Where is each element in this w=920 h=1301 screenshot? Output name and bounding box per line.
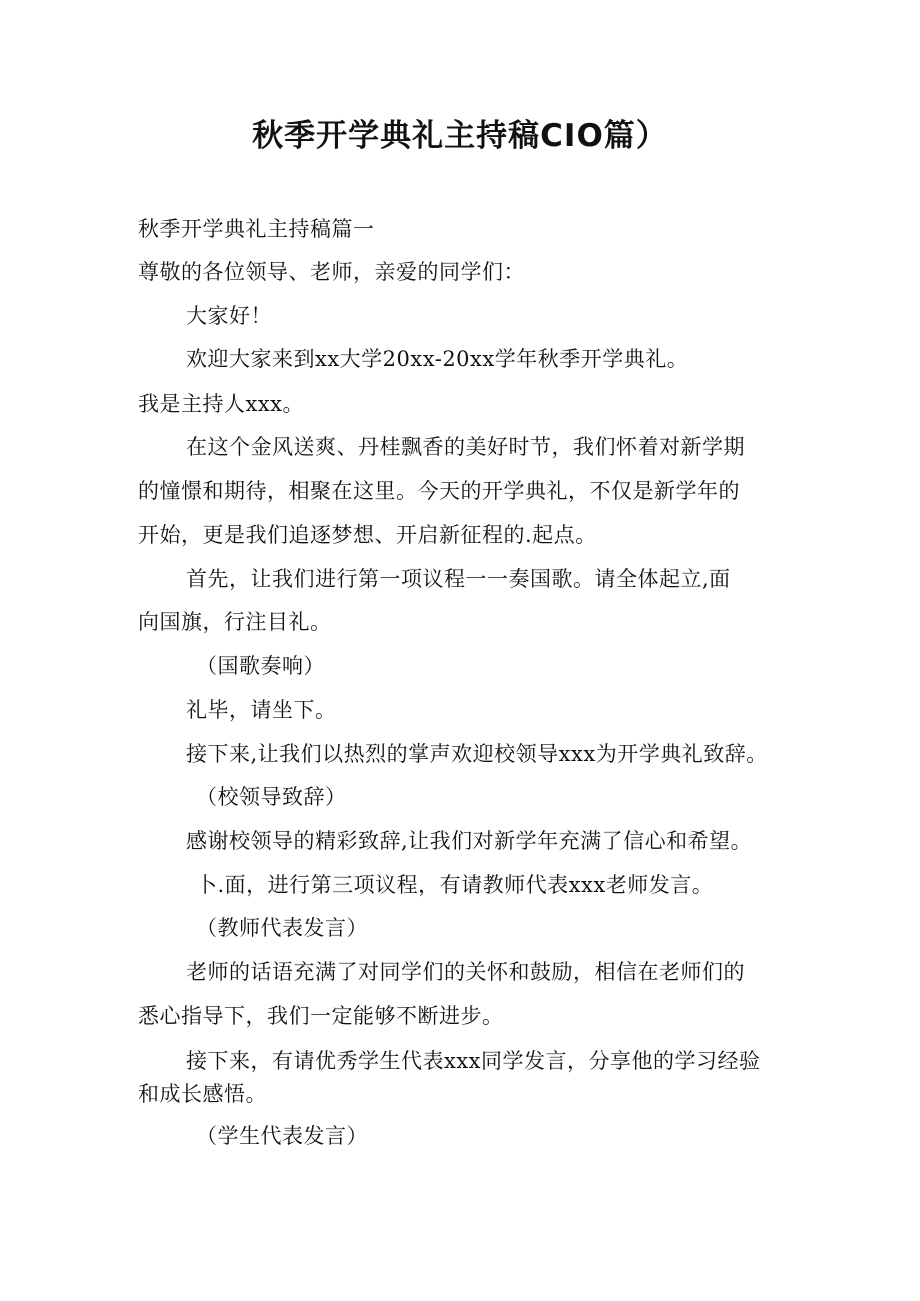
paragraph-line: 开始，更是我们追逐梦想、开启新征程的.起点。 [138, 523, 597, 547]
paragraph-line: 欢迎大家来到xx大学20xx-20xx学年秋季开学典礼。 [186, 347, 689, 371]
stage-direction: （学生代表发言） [196, 1124, 368, 1148]
salutation: 尊敬的各位领导、老师，亲爱的同学们： [138, 260, 525, 284]
paragraph-line: 感谢校领导的精彩致辞,让我们对新学年充满了信心和希望。 [186, 829, 753, 853]
paragraph-line: 老师的话语充满了对同学们的关怀和鼓励，相信在老师们的 [186, 960, 745, 984]
paragraph-line: 接下来，有请优秀学生代表xxx同学发言，分享他的学习经验 [186, 1049, 761, 1073]
paragraph-line: 我是主持人xxx。 [138, 392, 305, 416]
paragraph-line: 卜.面，进行第三项议程，有请教师代表xxx老师发言。 [196, 873, 714, 897]
paragraph-line: 和成长感悟。 [138, 1082, 267, 1106]
section-heading: 秋季开学典礼主持稿篇一 [138, 217, 375, 241]
paragraph-line: 的憧憬和期待，相聚在这里。今天的开学典礼，不仅是新学年的 [138, 479, 740, 503]
paragraph-line: 向国旗，行注目礼。 [138, 610, 332, 634]
paragraph-line: 接下来,让我们以热烈的掌声欢迎校领导xxx为开学典礼致辞。 [186, 742, 768, 766]
paragraph-line: 礼毕，请坐下。 [186, 698, 337, 722]
stage-direction: （国歌奏响） [196, 654, 325, 678]
greeting: 大家好！ [186, 304, 272, 328]
paragraph-line: 悉心指导下，我们一定能够不断进步。 [138, 1004, 504, 1028]
paragraph-line: 在这个金风送爽、丹桂飘香的美好时节，我们怀着对新学期 [186, 435, 745, 459]
paragraph-line: 首先，让我们进行第一项议程一一奏国歌。请全体起立,面 [186, 567, 731, 591]
stage-direction: （校领导致辞） [196, 785, 347, 809]
document-title: 秋季开学典礼主持稿CIO篇） [252, 118, 668, 154]
stage-direction: （教师代表发言） [196, 916, 368, 940]
